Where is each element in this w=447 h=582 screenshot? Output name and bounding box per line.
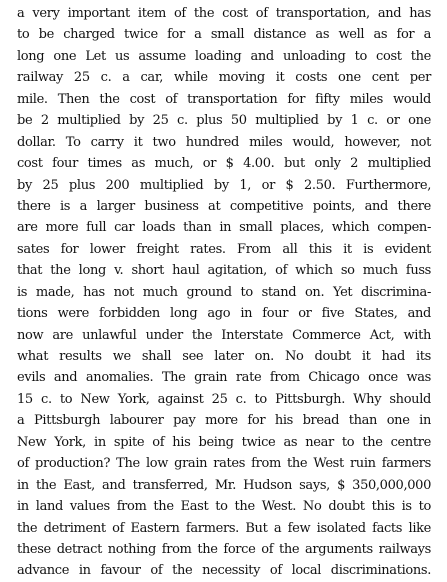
- text-line: mile. Then the cost of transportation for fifty miles would: [17, 91, 431, 107]
- text-line: a very important item of the cost of transportation, and has: [17, 6, 431, 21]
- text-line: the detriment of Eastern farmers. But a few isolated facts like: [17, 520, 431, 536]
- text-line: these detract nothing from the force of the arguments railways: [17, 541, 431, 557]
- text-line: in land values from the East to the West. No doubt this is to: [17, 499, 431, 515]
- text-line: now are unlawful under the Interstate Commerce Act, with: [17, 327, 431, 343]
- text-line: advance in favour of the necessity of local discriminations.: [17, 563, 431, 579]
- text-line: long one Let us assume loading and unloading to cost the: [17, 48, 431, 64]
- text-line: 15 c. to New York, against 25 c. to Pittsburgh. Why should: [17, 391, 431, 407]
- text-line: cost four times as much, or $ 4.00. but only 2 multiplied: [17, 156, 431, 172]
- text-line: is made, has not much ground to stand on. Yet discrimina-: [17, 284, 431, 300]
- text-line: evils and anomalies. The grain rate from Chicago once was: [17, 370, 431, 386]
- text-line: sates for lower freight rates. From all this it is evident: [17, 241, 431, 257]
- text-line: railway 25 c. a car, while moving it costs one cent per: [17, 70, 431, 86]
- text-line: that the long v. short haul agitation, of which so much fuss: [17, 263, 431, 279]
- text-line: what results we shall see later on. No doubt it had its: [17, 349, 431, 364]
- text-line: in the East, and transferred, Mr. Hudson says, $ 350,000,000: [17, 477, 431, 493]
- text-line: tions were forbidden long ago in four or five States, and: [17, 306, 431, 322]
- text-line: are more full car loads than in small places, which compen-: [17, 220, 431, 236]
- text-line: be 2 multiplied by 25 c. plus 50 multiplied by 1 c. or one: [17, 113, 431, 129]
- text-line: of production? The low grain rates from the West ruin farmers: [17, 456, 431, 472]
- text-line: a Pittsburgh labourer pay more for his bread than one in: [17, 413, 431, 429]
- text-line: by 25 plus 200 multiplied by 1, or $ 2.50. Furthermore,: [17, 177, 431, 193]
- text-line: there is a larger business at competitive points, and there: [17, 198, 431, 214]
- text-line: to be charged twice for a small distance as well as for a: [17, 27, 431, 43]
- text-line: New York, in spite of his being twice as near to the centre: [17, 434, 431, 450]
- text-line: dollar. To carry it two hundred miles would, however, not: [17, 134, 431, 150]
- body-text: [17, 3, 431, 582]
